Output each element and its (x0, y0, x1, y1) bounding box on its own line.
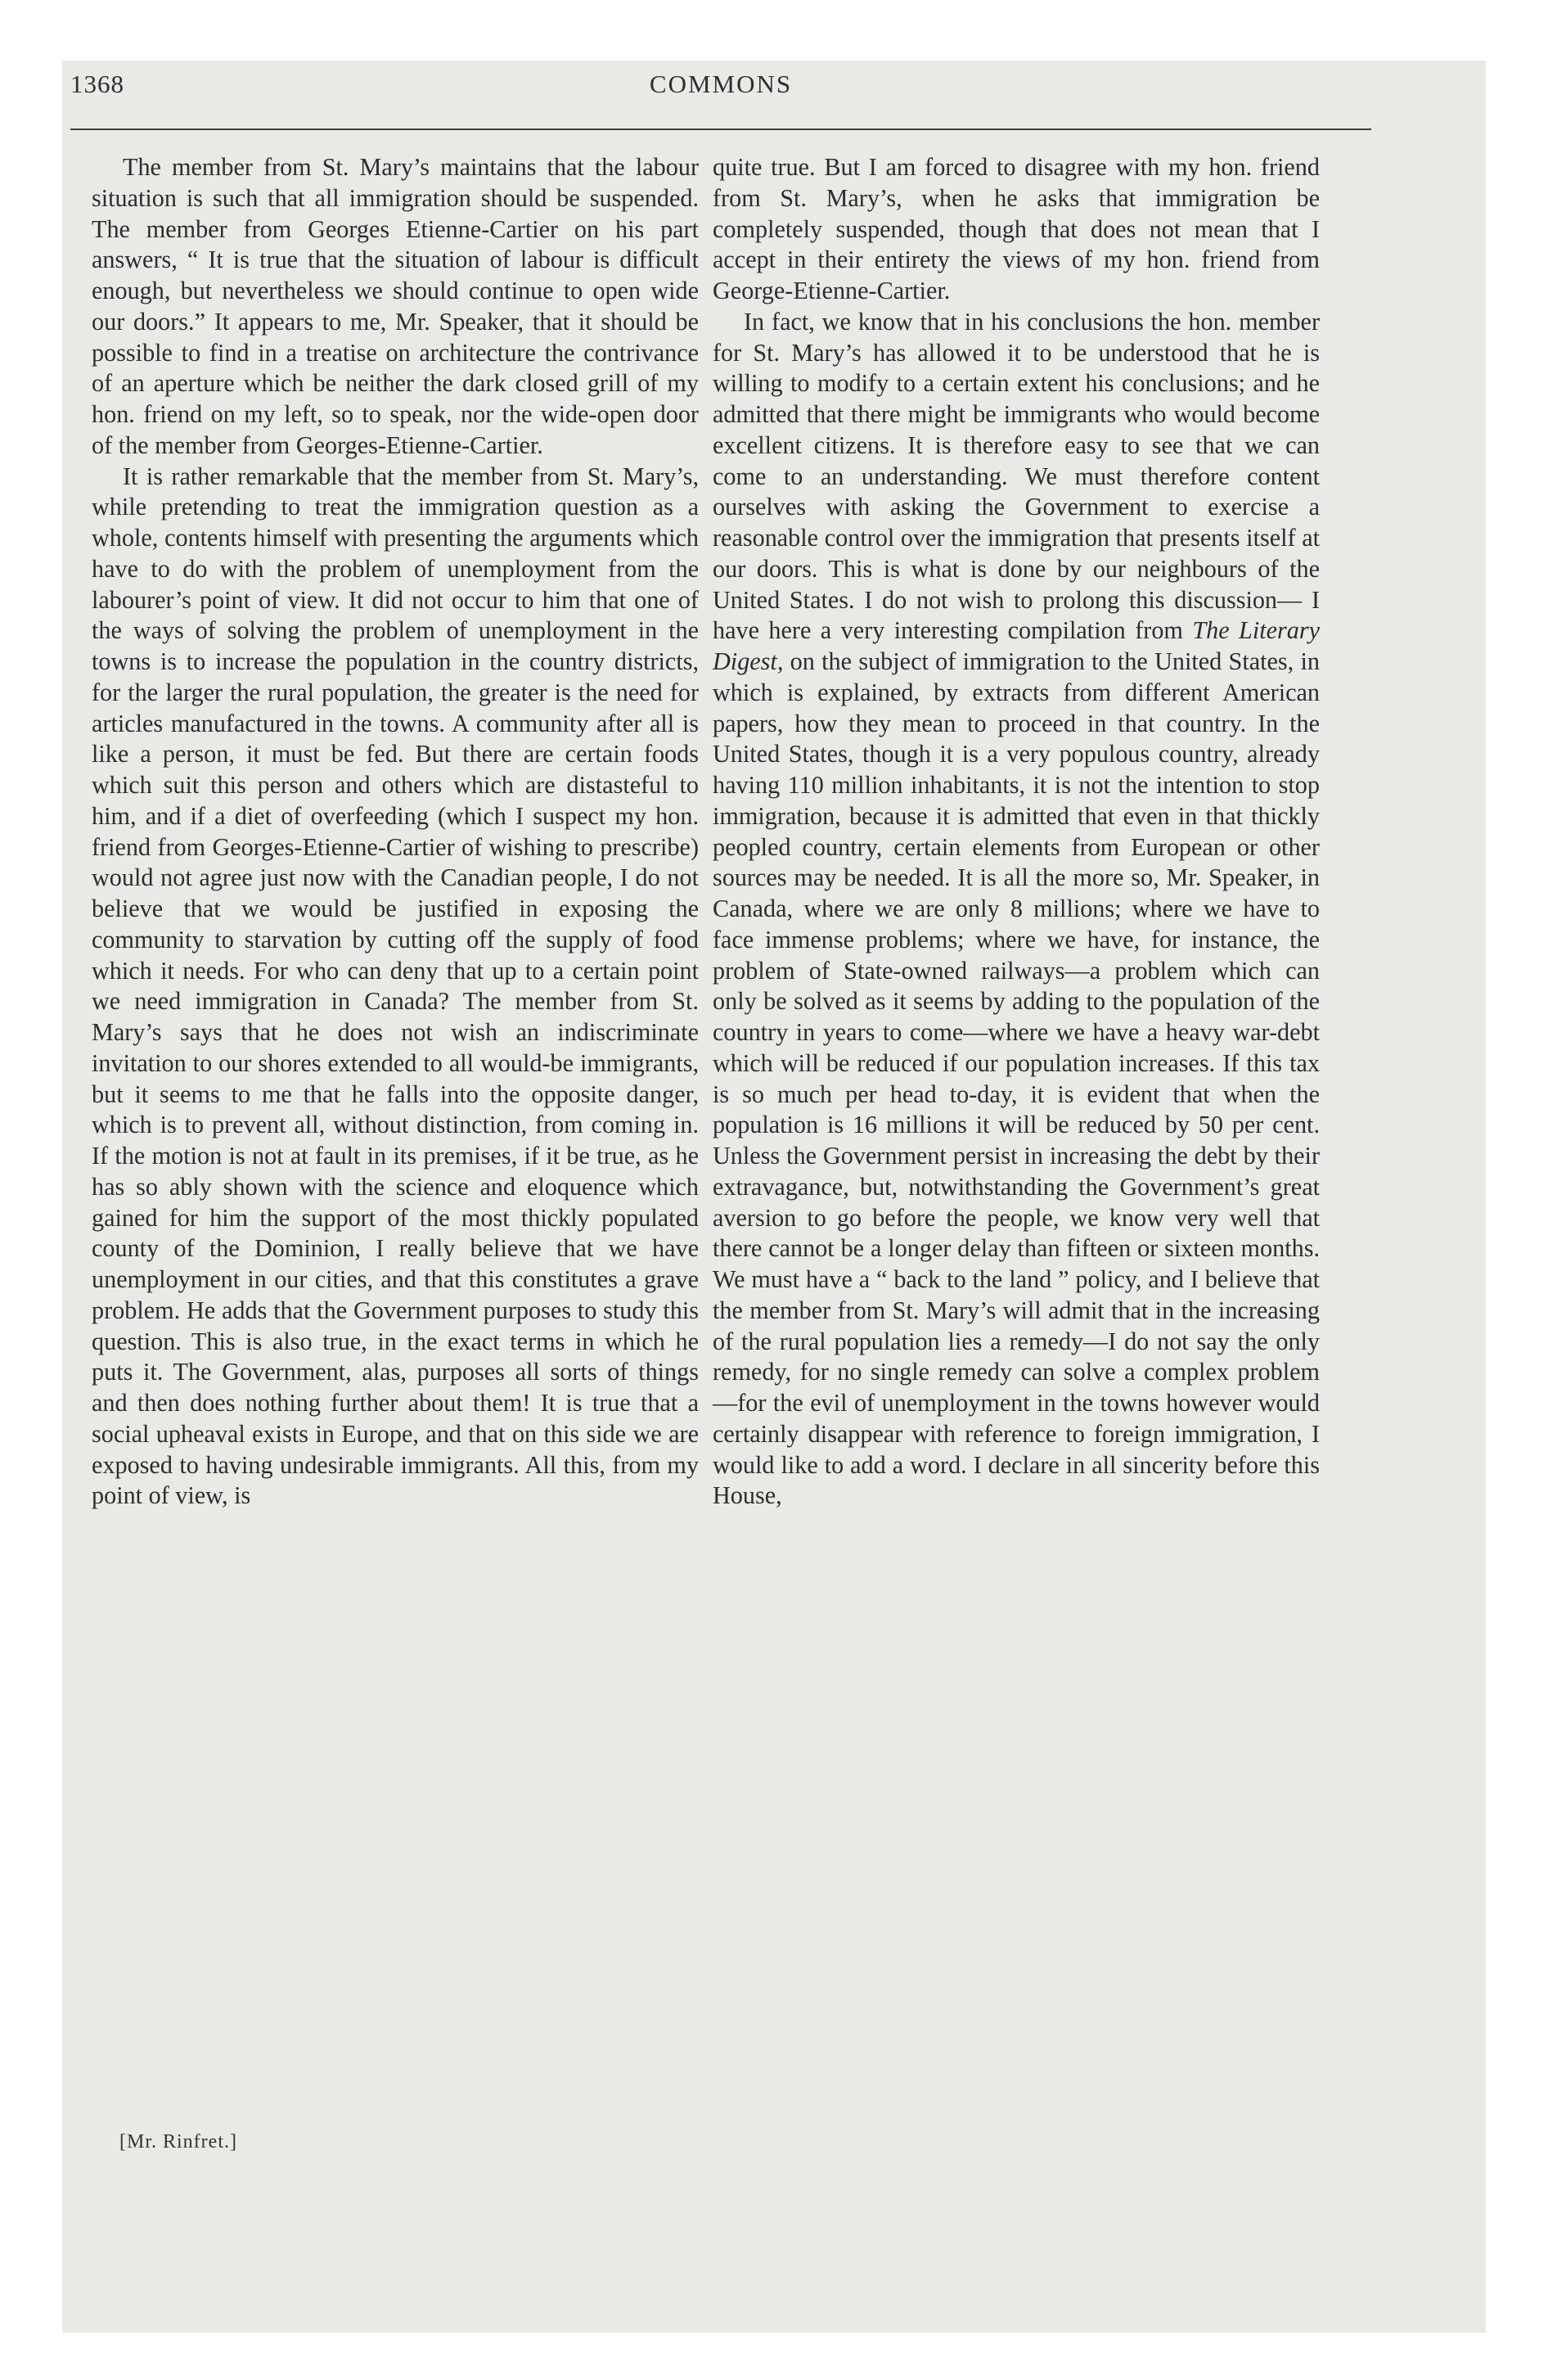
header-rule (70, 128, 1371, 130)
publication-title: The Literary Digest, (713, 616, 1320, 675)
left-paragraph-2: It is rather remarkable that the member from St. Mary’s, while pretending to treat the immigration question as a whole, contents himself with presenting the arguments which have to do with the problem of unemployment from the labourer’s point of view. It did not occur to him that one of the ways of solving the problem of unemployment in the towns is to increase the population in the country districts, for the larger the rural population, the greater is the need for articles manufactured in the towns. A community after all is like a person, it must be fed. But there are certain foods which suit this person and others which are distasteful to him, and if a diet of overfeeding (which I suspect my hon. friend from Georges-Etienne-Cartier of wishing to prescribe) would not agree just now with the Canadian people, I do not believe that we would be justified in exposing the community to starvation by cutting off the supply of food which it needs. For who can deny that up to a certain point we need immigration in Canada? The member from St. Mary’s says that he does not wish an indiscriminate invitation to our shores extended to all would-be immigrants, but it seems to me that he falls into the opposite danger, which is to prevent all, without distinction, from coming in. If the motion is not at fault in its premises, if it be true, as he has so ably shown with the science and eloquence which gained for him the support of the most thickly populated county of the Dominion, I really believe that we have unemployment in our cities, and that this constitutes a grave problem. He adds that the Government purposes to study this question. This is also true, in the exact terms in which he puts it. The Government, alas, purposes all sorts of things and then does nothing further about them! It is true that a social upheaval exists in Europe, and that on this side we are exposed to having undesirable immigrants. All this, from my point of view, is (92, 462, 699, 1510)
page-number: 1368 (70, 70, 124, 98)
right-column (713, 152, 1320, 1512)
right-paragraph-1: quite true. But I am forced to disagree with my hon. friend from St. Mary’s, when he asks that immigration be completely suspended, though that does not mean that I accept in their entirety the views of my hon. friend from George-Etienne-Cartier. (713, 153, 1320, 304)
left-paragraph-1: The member from St. Mary’s maintains that the labour situation is such that all immigration should be suspended. The member from Georges Etienne-Cartier on his part answers, “ It is true that the situation of labour is difficult enough, but nevertheless we should continue to open wide our doors.” It appears to me, Mr. Speaker, that it should be possible to find in a treatise on architecture the contrivance of an aperture which be neither the dark closed grill of my hon. friend on my left, so to speak, nor the wide-open door of the member from Georges-Etienne-Cartier. (92, 153, 699, 459)
speaker-reference: [Mr. Rinfret.] (119, 2131, 237, 2152)
right-paragraph-2 (713, 307, 1320, 1512)
page-header (70, 70, 1371, 119)
left-column (92, 152, 699, 1512)
right-paragraph-2-rest: on the subject of immigration to the United States, in which is explained, by extracts from different American papers, how they mean to proceed in that country. In the United States, though it is a very populous country, already having 110 million inhabitants, it is not the intention to stop immigration, because it is admitted that even in that thickly peopled country, certain elements from European or other sources may be needed. It is all the more so, Mr. Speaker, in Canada, where we are only 8 millions; where we have to face immense problems; where we have, for instance, the problem of State-owned railways—a problem which can only be solved as it seems by adding to the population of the country in years to come—where we have a heavy war-debt which will be reduced if our population increases. If this tax is so much per head to-day, it is evident that when the population is 16 millions it will be reduced by 50 per cent. Unless the Government persist in increasing the debt by their extravagance, but, notwithstanding the Government’s great aversion to go before the people, we know very well that there cannot be a longer delay than fifteen or sixteen months. We must have a “ back to the land ” policy, and I believe that the member from St. Mary’s will admit that in the increasing of the rural population lies a remedy—I do not say the only remedy, for no single remedy can solve a complex problem—for the evil of unemployment in the towns however would certainly disappear with reference to foreign immigration, I would like to add a word. I declare in all sincerity before this House, (713, 647, 1320, 1510)
right-paragraph-2-text: In fact, we know that in his conclusions the hon. member for St. Mary’s has allowed it to be understood that he is willing to modify to a certain extent his conclusions; and he admitted that there might be immigrants who would become excellent citizens. It is therefore easy to see that we can come to an understanding. We must therefore content ourselves with asking the Government to exercise a reasonable control over the immigration that presents itself at our doors. This is what is done by our neighbours of the United States. I do not wish to prolong this discussion— I have here a very interesting compilation from (713, 307, 1320, 645)
running-head: COMMONS (649, 70, 793, 98)
